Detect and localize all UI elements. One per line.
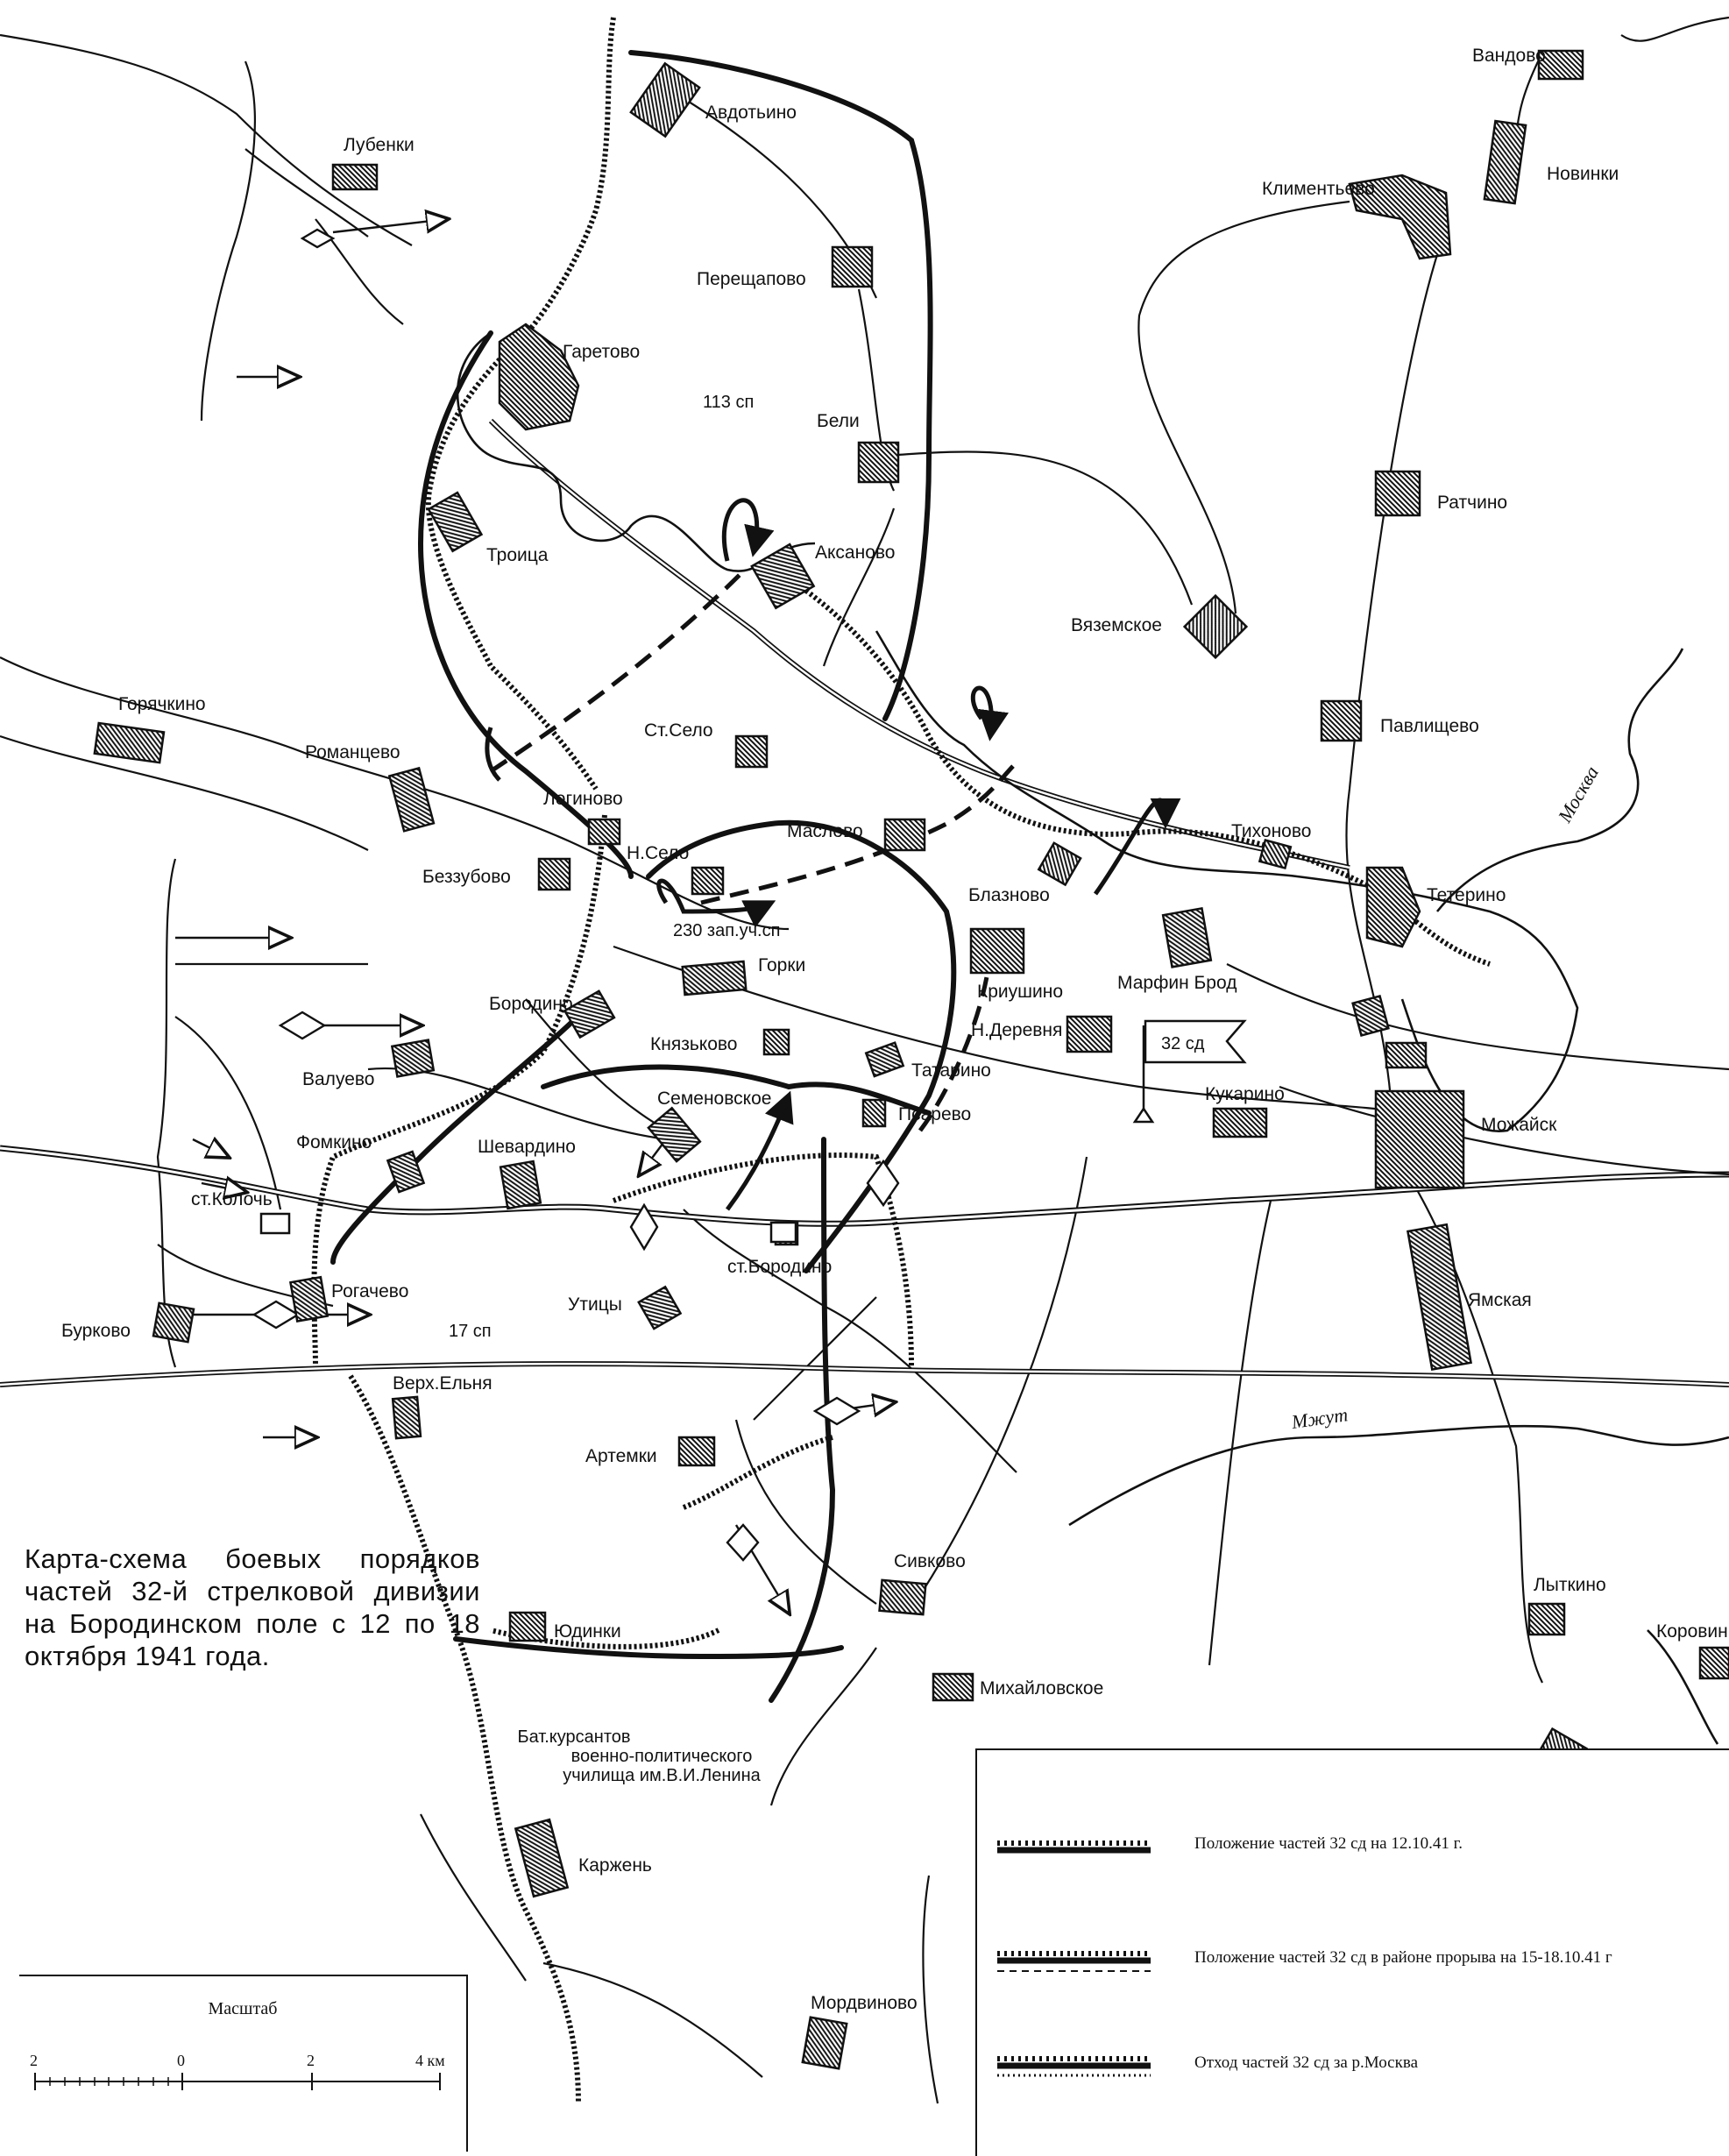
- label-mikhaylovskoe: Михайловское: [980, 1678, 1104, 1699]
- label-marfin_brod: Марфин Брод: [1117, 973, 1237, 993]
- label-romantsevo: Романцево: [305, 742, 400, 762]
- label-yamskaya: Ямская: [1468, 1290, 1532, 1310]
- settlement-st_borodino-station: [771, 1223, 796, 1242]
- settlement-mordvinovo: [803, 2018, 847, 2069]
- legend-item-retreat: [993, 2046, 1720, 2082]
- label-mordvinovo: Мордвиново: [811, 1993, 918, 2013]
- label-teterino: Тетерино: [1427, 885, 1506, 905]
- settlement-utitsy: [639, 1287, 681, 1329]
- label-kukarino: Кукарино: [1205, 1084, 1285, 1104]
- settlement-kukarino: [1214, 1109, 1266, 1137]
- label-vandovo: Вандово: [1472, 46, 1546, 66]
- legend-symbol-hatched-dotted-line: [993, 2046, 1168, 2082]
- label-rogachevo: Рогачево: [331, 1281, 409, 1301]
- settlement-novinki: [1485, 121, 1526, 203]
- label-korovino: Коровин: [1656, 1621, 1728, 1642]
- label-tatarino: Татарино: [911, 1060, 991, 1081]
- label-st_borodino: ст.Бородино: [727, 1257, 833, 1277]
- river-label-mzhut: Мжут: [1290, 1403, 1350, 1433]
- line-north-outer: [631, 53, 931, 719]
- settlement-lubenki: [333, 165, 377, 189]
- label-tikhonovo: Тихоново: [1231, 821, 1312, 841]
- settlement-kriushino: [971, 929, 1024, 973]
- label-klimentevo: Климентьево: [1262, 179, 1375, 199]
- label-borodino: Бородино: [489, 994, 573, 1014]
- label-fomkino: Фомкино: [296, 1132, 372, 1152]
- label-beli: Бели: [817, 411, 860, 431]
- label-karzhen: Каржень: [578, 1855, 652, 1876]
- settlement-lytkino: [1529, 1604, 1564, 1635]
- unit-cadets-line1: Бат.курсантов: [517, 1727, 631, 1747]
- settlement-st_selo: [736, 736, 767, 767]
- settlement-st_kolоch-station: [261, 1214, 289, 1233]
- settlement-karzhen: [515, 1819, 567, 1897]
- label-valuevo: Валуево: [302, 1069, 375, 1089]
- settlement-tikhonovo: [1259, 840, 1290, 869]
- settlement-verkh_elnya: [393, 1397, 421, 1438]
- scale-bar: [19, 2029, 466, 2152]
- settlement-psarevo: [863, 1100, 885, 1126]
- legend-text-pos-15-18: Положение частей 32 сд в районе прорыва на 15-18.10.41 г: [1194, 1948, 1612, 1967]
- settlement-marfin_brod: [1163, 908, 1211, 967]
- unit-113sp: 113 сп: [703, 393, 755, 412]
- label-yudinki: Юдинки: [554, 1621, 621, 1642]
- label-shevardino: Шевардино: [478, 1137, 576, 1157]
- scale-tick-3: 4 км: [415, 2052, 445, 2069]
- settlement-yamskaya: [1407, 1224, 1470, 1369]
- unit-230zap: 230 зап.уч.сп: [673, 921, 781, 940]
- settlement-bezzubovo: [539, 859, 570, 890]
- settlement-mozhaysk-small: [1386, 1043, 1426, 1067]
- legend-text-pos-12: Положение частей 32 сд на 12.10.41 г.: [1194, 1834, 1463, 1853]
- settlement-garetovo: [500, 324, 578, 429]
- settlement-mozhaysk: [1376, 1091, 1463, 1188]
- scale-tick-1: 0: [177, 2052, 185, 2069]
- label-goryachkino: Горячкино: [118, 694, 206, 714]
- settlement-romantsevo: [389, 768, 434, 831]
- settlement-shevardino: [500, 1161, 541, 1209]
- legend-item-pos-15-18: [993, 1941, 1720, 1976]
- label-st_kolоch: ст.Колочь: [191, 1189, 273, 1209]
- settlement-n_derevnya: [1067, 1017, 1111, 1052]
- unit-cadets-line3: училища им.В.И.Ленина: [563, 1766, 761, 1785]
- label-bezzubovo: Беззубово: [422, 867, 511, 887]
- label-verkh_elnya: Верх.Ельня: [393, 1373, 492, 1394]
- label-utitsy: Утицы: [568, 1294, 622, 1315]
- label-ratchino: Ратчино: [1437, 493, 1508, 513]
- label-novinki: Новинки: [1547, 164, 1619, 184]
- river-label-moskva: Москва: [1553, 762, 1604, 826]
- settlement-artemki: [679, 1437, 714, 1465]
- label-maslovo: Маслово: [787, 821, 863, 841]
- label-mozhaysk: Можайск: [1481, 1115, 1557, 1135]
- settlement-n_selo: [692, 868, 723, 894]
- settlement-avdotino: [631, 63, 699, 136]
- line-borodino-fomkino: [333, 999, 596, 1262]
- map-title: Карта-схема боевых порядков частей 32-й стрелковой дивизии на Бородинском поле с 12 по 18 октября 1941 года.: [25, 1543, 480, 1671]
- legend-box: [975, 1748, 1729, 2156]
- label-n_selo: Н.Село: [627, 843, 690, 863]
- settlement-beli: [859, 443, 898, 482]
- settlement-rogachevo: [290, 1277, 327, 1321]
- scale-tick-0: 2: [30, 2052, 38, 2069]
- settlement-maslovo: [885, 819, 925, 850]
- label-avdotino: Авдотьино: [705, 103, 797, 123]
- settlement-shevardino-small: [1353, 996, 1389, 1036]
- label-pereshchapovo: Перещапово: [697, 269, 806, 289]
- label-pavlishchevo: Павлищево: [1380, 716, 1479, 736]
- label-semenovskoe: Семеновское: [657, 1089, 772, 1109]
- scale-title: Масштаб: [208, 1999, 278, 2018]
- settlement-tatarino: [866, 1043, 903, 1076]
- legend-symbol-hatched-dashed-line: [993, 1941, 1168, 1976]
- river-mzhut: [1069, 1426, 1729, 1525]
- settlement-knyazkovo: [764, 1030, 789, 1054]
- settlement-aksanovo: [752, 544, 814, 608]
- unit-17sp: 17 сп: [449, 1322, 492, 1341]
- settlement-troitsa: [429, 493, 481, 551]
- scale-box: [19, 1975, 468, 2152]
- road-junction-symbols: [254, 230, 898, 1560]
- label-burkovo: Бурково: [61, 1321, 131, 1341]
- settlement-mikhaylovskoe: [933, 1674, 973, 1700]
- settlement-sivkovo: [880, 1580, 926, 1614]
- settlement-burkovo: [153, 1303, 194, 1342]
- label-lytkino: Лыткино: [1534, 1575, 1606, 1595]
- scale-tick-2: 2: [307, 2052, 315, 2069]
- label-psarevo: Псарево: [898, 1104, 972, 1124]
- label-knyazkovo: Князьково: [650, 1034, 738, 1054]
- label-garetovo: Гаретово: [563, 342, 641, 362]
- label-st_selo: Ст.Село: [644, 720, 713, 741]
- settlement-yudinki: [510, 1613, 545, 1641]
- label-vyazemskoe: Вяземское: [1071, 615, 1162, 635]
- settlement-vyazemskoe: [1185, 596, 1247, 658]
- settlement-ratchino: [1376, 472, 1420, 515]
- label-gorki: Горки: [758, 955, 806, 975]
- legend-item-pos-12: [993, 1827, 1720, 1862]
- label-kriushino: Криушино: [977, 982, 1063, 1002]
- legend-symbol-hatched-line: [993, 1827, 1168, 1862]
- settlement-teterino: [1367, 868, 1420, 947]
- flag-32sd: [1135, 1021, 1244, 1122]
- settlement-blaznovo: [1038, 843, 1081, 885]
- settlement-gorki: [683, 961, 747, 995]
- unit-cadets-line2: военно-политического: [570, 1747, 753, 1766]
- label-blaznovo: Блазново: [968, 885, 1050, 905]
- settlement-goryachkino: [95, 723, 164, 762]
- label-loginovo: Логиново: [543, 789, 623, 809]
- settlement-pavlishchevo: [1322, 701, 1361, 741]
- label-sivkovo: Сивково: [894, 1551, 966, 1571]
- settlement-loginovo: [589, 819, 620, 844]
- label-aksanovo: Аксаново: [815, 543, 896, 563]
- label-artemki: Артемки: [585, 1446, 657, 1466]
- flag-label-32sd: 32 сд: [1161, 1034, 1205, 1053]
- label-troitsa: Троица: [486, 545, 549, 565]
- label-n_derevnya: Н.Деревня: [971, 1020, 1063, 1040]
- legend-text-retreat: Отход частей 32 сд за р.Москва: [1194, 2053, 1418, 2072]
- river-moskva-upper: [1437, 649, 1683, 911]
- settlement-pereshchapovo: [833, 247, 872, 287]
- settlement-korovino: [1700, 1648, 1729, 1678]
- settlement-valuevo: [392, 1040, 433, 1077]
- label-lubenki: Лубенки: [344, 135, 415, 155]
